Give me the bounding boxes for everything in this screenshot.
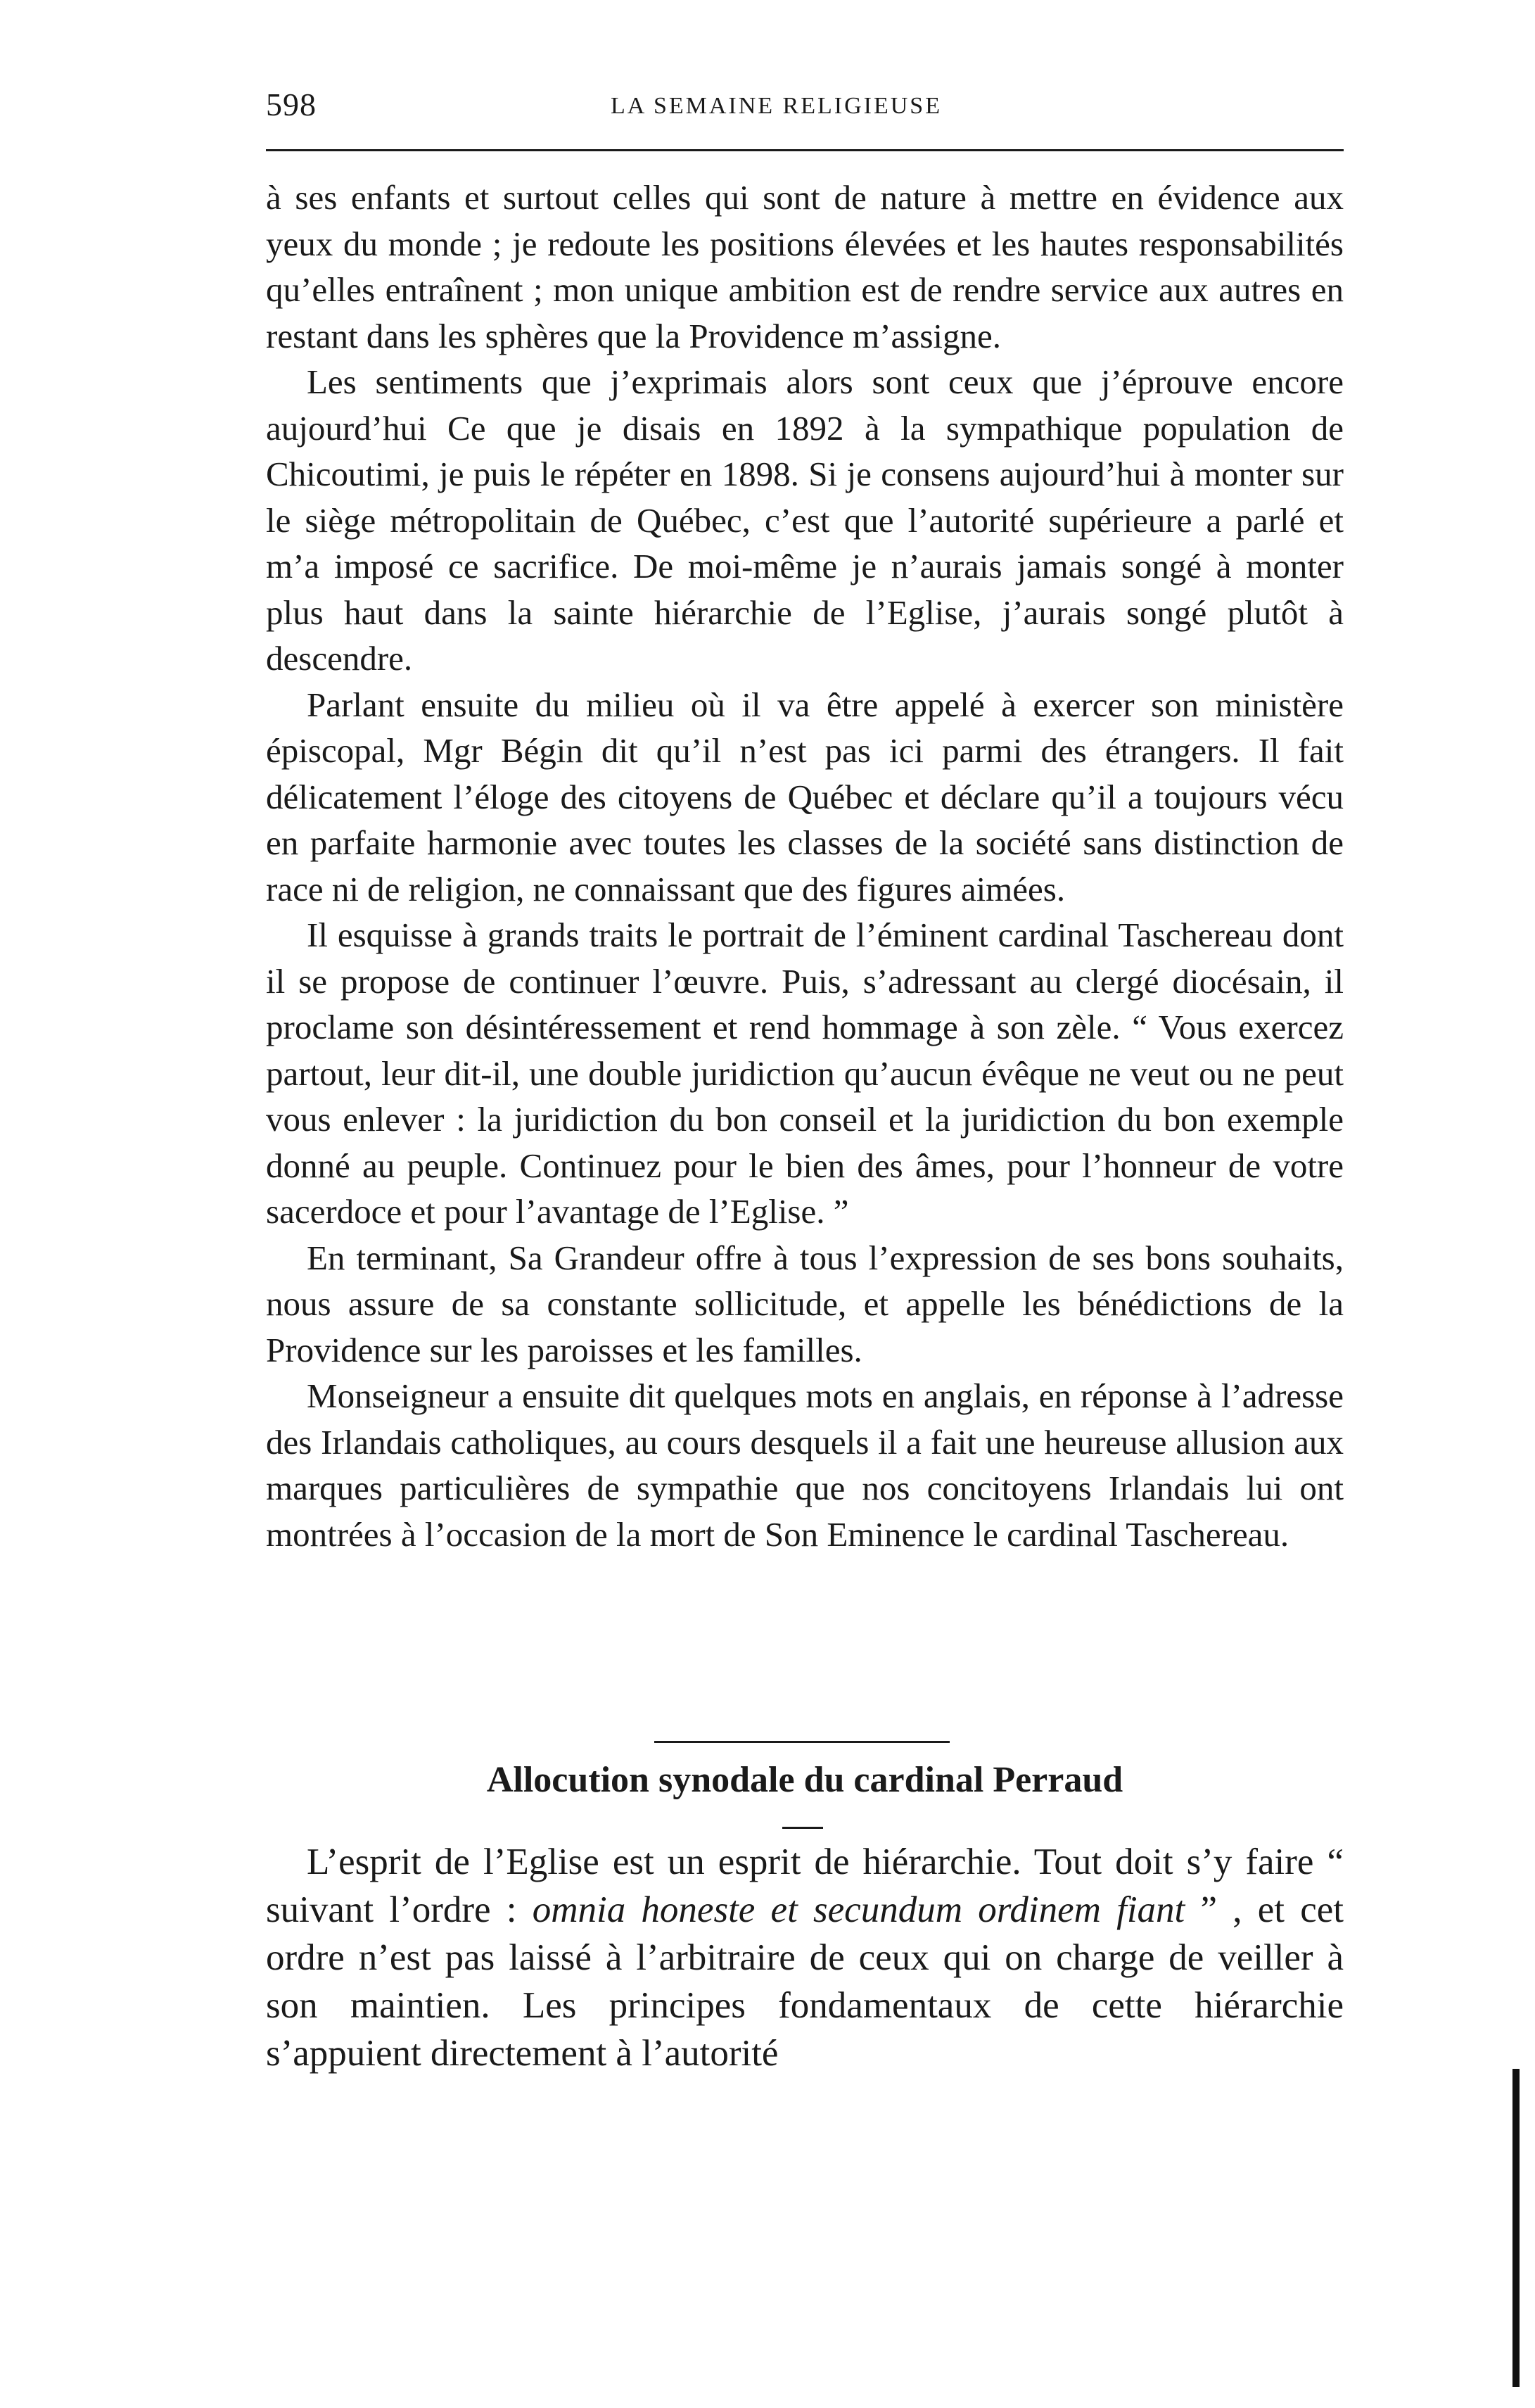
paragraph: En terminant, Sa Grandeur offre à tous l’expression de ses bons souhaits, nous assure de sa constante sollicitude, et appelle les bénédictions de la Providence sur les paroisses et les familles.	[266, 1238, 1344, 1369]
section-paragraph	[266, 1838, 1344, 2077]
paragraph: Il esquisse à grands traits le portrait de l’éminent cardinal Taschereau dont il se propose de continuer l’œuvre. Puis, s’adressant au clergé diocésain, il proclame son désintéressement et rend hommage à son zèle. “ Vous exercez partout, leur dit-il, une double juridiction qu’aucun évêque ne veut ou ne peut vous enlever : la juridiction du bon conseil et la juridiction du bon exemple donné au peuple. Continuez pour le bien des âmes, pour l’honneur de votre sacerdoce et pour l’avantage de l’Eglise. ”	[266, 915, 1344, 1231]
margin-bar	[1512, 2069, 1520, 2387]
section-title: Allocution synodale du cardinal Perraud	[486, 1760, 1123, 1800]
paragraph: Parlant ensuite du milieu où il va être appelé à exercer son ministère épiscopal, Mgr Bégin dit qu’il n’est pas ici parmi des étrangers. Il fait délicatement l’éloge des citoyens de Québec et déclare qu’il a toujours vécu en parfaite harmonie avec toutes les classes de la société sans distinction de race ni de religion, ne connaissant que des figures aimées.	[266, 685, 1344, 908]
title-dash	[782, 1827, 823, 1829]
body-text	[266, 175, 1344, 1557]
section-text-before: L’esprit de l’Eglise est un esprit de hiérarchie. Tout doit s’y faire “ suivant l’ordre :	[266, 1842, 1344, 1930]
running-head: LA SEMAINE RELIGIEUSE	[611, 93, 942, 119]
section-text-after: ” , et cet ordre n’est pas laissé à l’arbitraire de ceux qui on charge de veiller à son maintien. Les principes fondamentaux de cette hiérarchie s’appuient directement à l’autorité	[266, 1889, 1344, 2074]
paragraph: à ses enfants et surtout celles qui sont de nature à mettre en évidence aux yeux du monde ; je redoute les positions élevées et les hautes responsabilités qu’elles entraînent ; mon unique ambition est de rendre service aux autres en restant dans les sphères que la Providence m’assigne.	[266, 178, 1344, 355]
page-number: 598	[266, 87, 317, 122]
section-separator-rule	[654, 1741, 950, 1743]
section-text	[266, 1838, 1344, 2077]
paragraph: Les sentiments que j’exprimais alors sont ceux que j’éprouve encore aujourd’hui Ce que je disais en 1892 à la sympathique population de Chicoutimi, je puis le répéter en 1898. Si je consens aujourd’hui à monter sur le siège métropolitain de Québec, c’est que l’autorité supérieure a parlé et m’a imposé ce sacrifice. De moi-même je n’aurais jamais songé à monter plus haut dans la sainte hiérarchie de l’Eglise, j’aurais songé plutôt à descendre.	[266, 362, 1344, 678]
latin-quote: omnia honeste et secundum ordinem fiant	[532, 1889, 1185, 1930]
header-rule	[266, 149, 1344, 151]
paragraph: Monseigneur a ensuite dit quelques mots en anglais, en réponse à l’adresse des Irlandais catholiques, au cours desquels il a fait une heureuse allusion aux marques particulières de sympathie que nos concitoyens Irlandais lui ont montrées à l’occasion de la mort de Son Eminence le cardinal Taschereau.	[266, 1376, 1344, 1554]
page-header	[266, 86, 1344, 142]
